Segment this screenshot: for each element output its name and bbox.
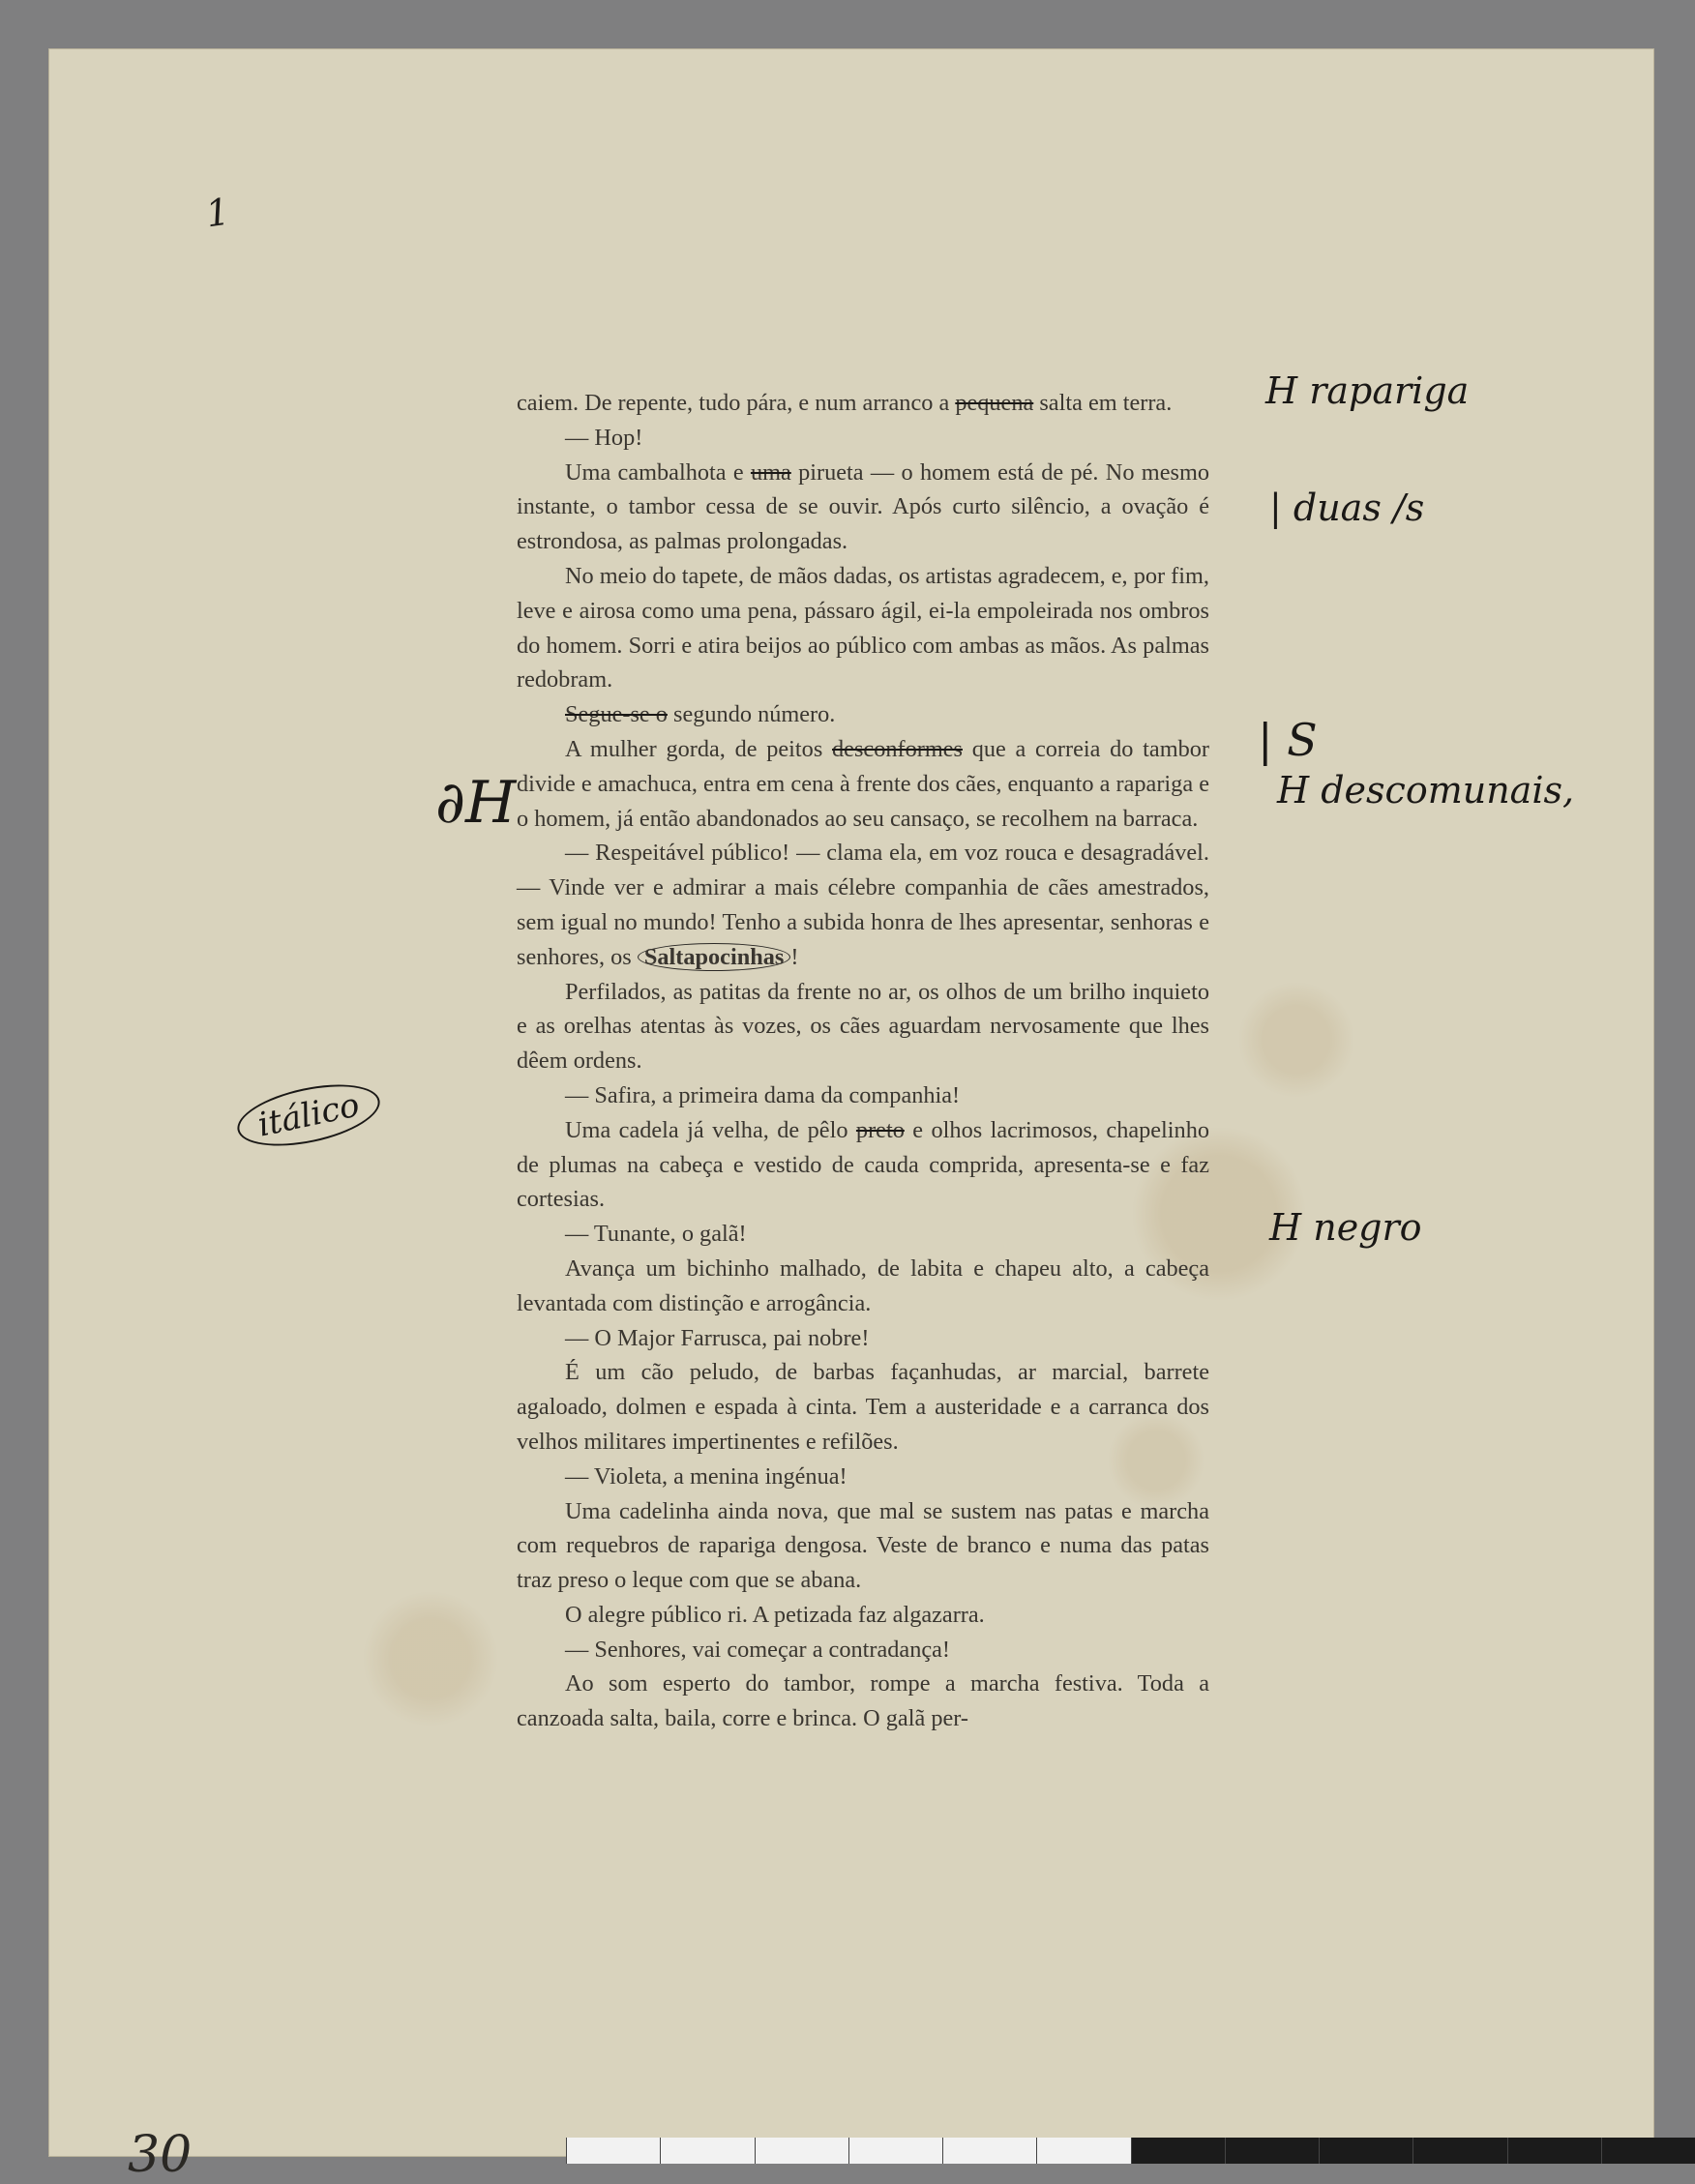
ruler-segment [1319, 2138, 1412, 2164]
paragraph-7: — Respeitável público! — clama ela, em voz rouca e desagradável. — Vinde ver e admirar a mais célebre companhia de cães amestrados, sem igual no mundo! Tenho a subida honra de lhes apresentar, senhoras e senhores, os Saltapocinhas ! [517, 840, 1209, 970]
ruler-segment [1412, 2138, 1506, 2164]
paragraph-5: Segue-se o segundo número. [565, 701, 836, 728]
scale-ruler [566, 2138, 1695, 2164]
margin-note-s: | S [1258, 714, 1318, 766]
struck-word: preto [855, 1116, 905, 1143]
body-text [517, 386, 1209, 1736]
paragraph-15: — Violeta, a menina ingénua! [565, 1462, 848, 1490]
paragraph-16: Uma cadelinha ainda nova, que mal se sustem nas patas e marcha com requebros de rapariga dengosa. Veste de branco e numa das patas traz preso o leque com que se abana. [517, 1497, 1209, 1594]
margin-note-duas: | duas /s [1269, 487, 1425, 529]
ruler-segment [942, 2138, 1036, 2164]
paragraph-19: Ao som esperto do tambor, rompe a marcha festiva. Toda a canzoada salta, baila, corre e brinca. O galã per- [517, 1670, 1209, 1732]
paragraph-2: — Hop! [565, 424, 643, 451]
ruler-segment [848, 2138, 942, 2164]
ruler-segment [1601, 2138, 1695, 2164]
ruler-segment [660, 2138, 754, 2164]
paragraph-13: — O Major Farrusca, pai nobre! [565, 1324, 870, 1351]
ruler-segment [1507, 2138, 1601, 2164]
paragraph-10: Uma cadela já velha, de pêlo preto e olhos lacrimosos, chapelinho de plumas na cabeça e vestido de cauda comprida, apresenta-se e faz cortesias. [517, 1116, 1210, 1213]
paragraph-4: No meio do tapete, de mãos dadas, os artistas agradecem, e, por fim, leve e airosa como uma pena, pássaro ágil, ei-la empoleirada nos ombros do homem. Sorri e atira beijos ao público com ambas as mãos. As palmas redobram. [517, 562, 1209, 694]
margin-note-negro: H negro [1269, 1206, 1422, 1249]
margin-note-descomunais: H descomunais, [1277, 769, 1575, 812]
margin-note-italico: itálico [232, 1074, 385, 1157]
circled-word: Saltapocinhas [638, 943, 790, 971]
ruler-segment [1131, 2138, 1225, 2164]
paragraph-12: Avança um bichinho malhado, de labita e chapeu alto, a cabeça levantada com distinção e arrogância. [517, 1254, 1209, 1316]
paragraph-9: — Safira, a primeira dama da companhia! [565, 1081, 961, 1108]
paragraph-6: A mulher gorda, de peitos desconformes que a correia do tambor divide e amachuca, entra em cena à frente dos cães, enquanto a rapariga e o homem, já então abandonados ao seu cansaço, se recolhem na barraca. [517, 735, 1209, 832]
page-number-bottom: 30 [128, 2126, 193, 2184]
paragraph-11: — Tunante, o galã! [565, 1221, 747, 1248]
paragraph-1: caiem. De repente, tudo pára, e num arranco a pequena salta em terra. [517, 390, 1173, 416]
paragraph-3: Uma cambalhota e uma pirueta — o homem está de pé. No mesmo instante, o tambor cessa de se ouvir. Após curto silêncio, a ovação é estrondosa, as palmas prolongadas. [517, 458, 1209, 555]
paragraph-14: É um cão peludo, de barbas façanhudas, ar marcial, barrete agaloado, dolmen e espada à cinta. Tem a austeridade e a carranca dos velhos militares impertinentes e refilões. [517, 1359, 1209, 1455]
ruler-segment [566, 2138, 660, 2164]
ruler-segment [1036, 2138, 1130, 2164]
paragraph-8: Perfilados, as patitas da frente no ar, os olhos de um brilho inquieto e as orelhas atentas às vozes, os cães aguardam nervosamente que lhes dêem ordens. [517, 978, 1209, 1075]
page-number-top: 1 [203, 190, 233, 236]
margin-note-left-mark: ∂H [435, 769, 517, 837]
ruler-segment [755, 2138, 848, 2164]
struck-word: uma [750, 458, 791, 486]
struck-word: pequena [955, 390, 1034, 416]
paragraph-17: O alegre público ri. A petizada faz algazarra. [565, 1601, 985, 1628]
paragraph-18: — Senhores, vai começar a contradança! [565, 1636, 951, 1663]
struck-word: Segue-se o [565, 701, 668, 728]
margin-note-rapariga: H raparigа [1265, 369, 1470, 412]
struck-word: desconformes [832, 735, 963, 762]
ruler-segment [1225, 2138, 1319, 2164]
